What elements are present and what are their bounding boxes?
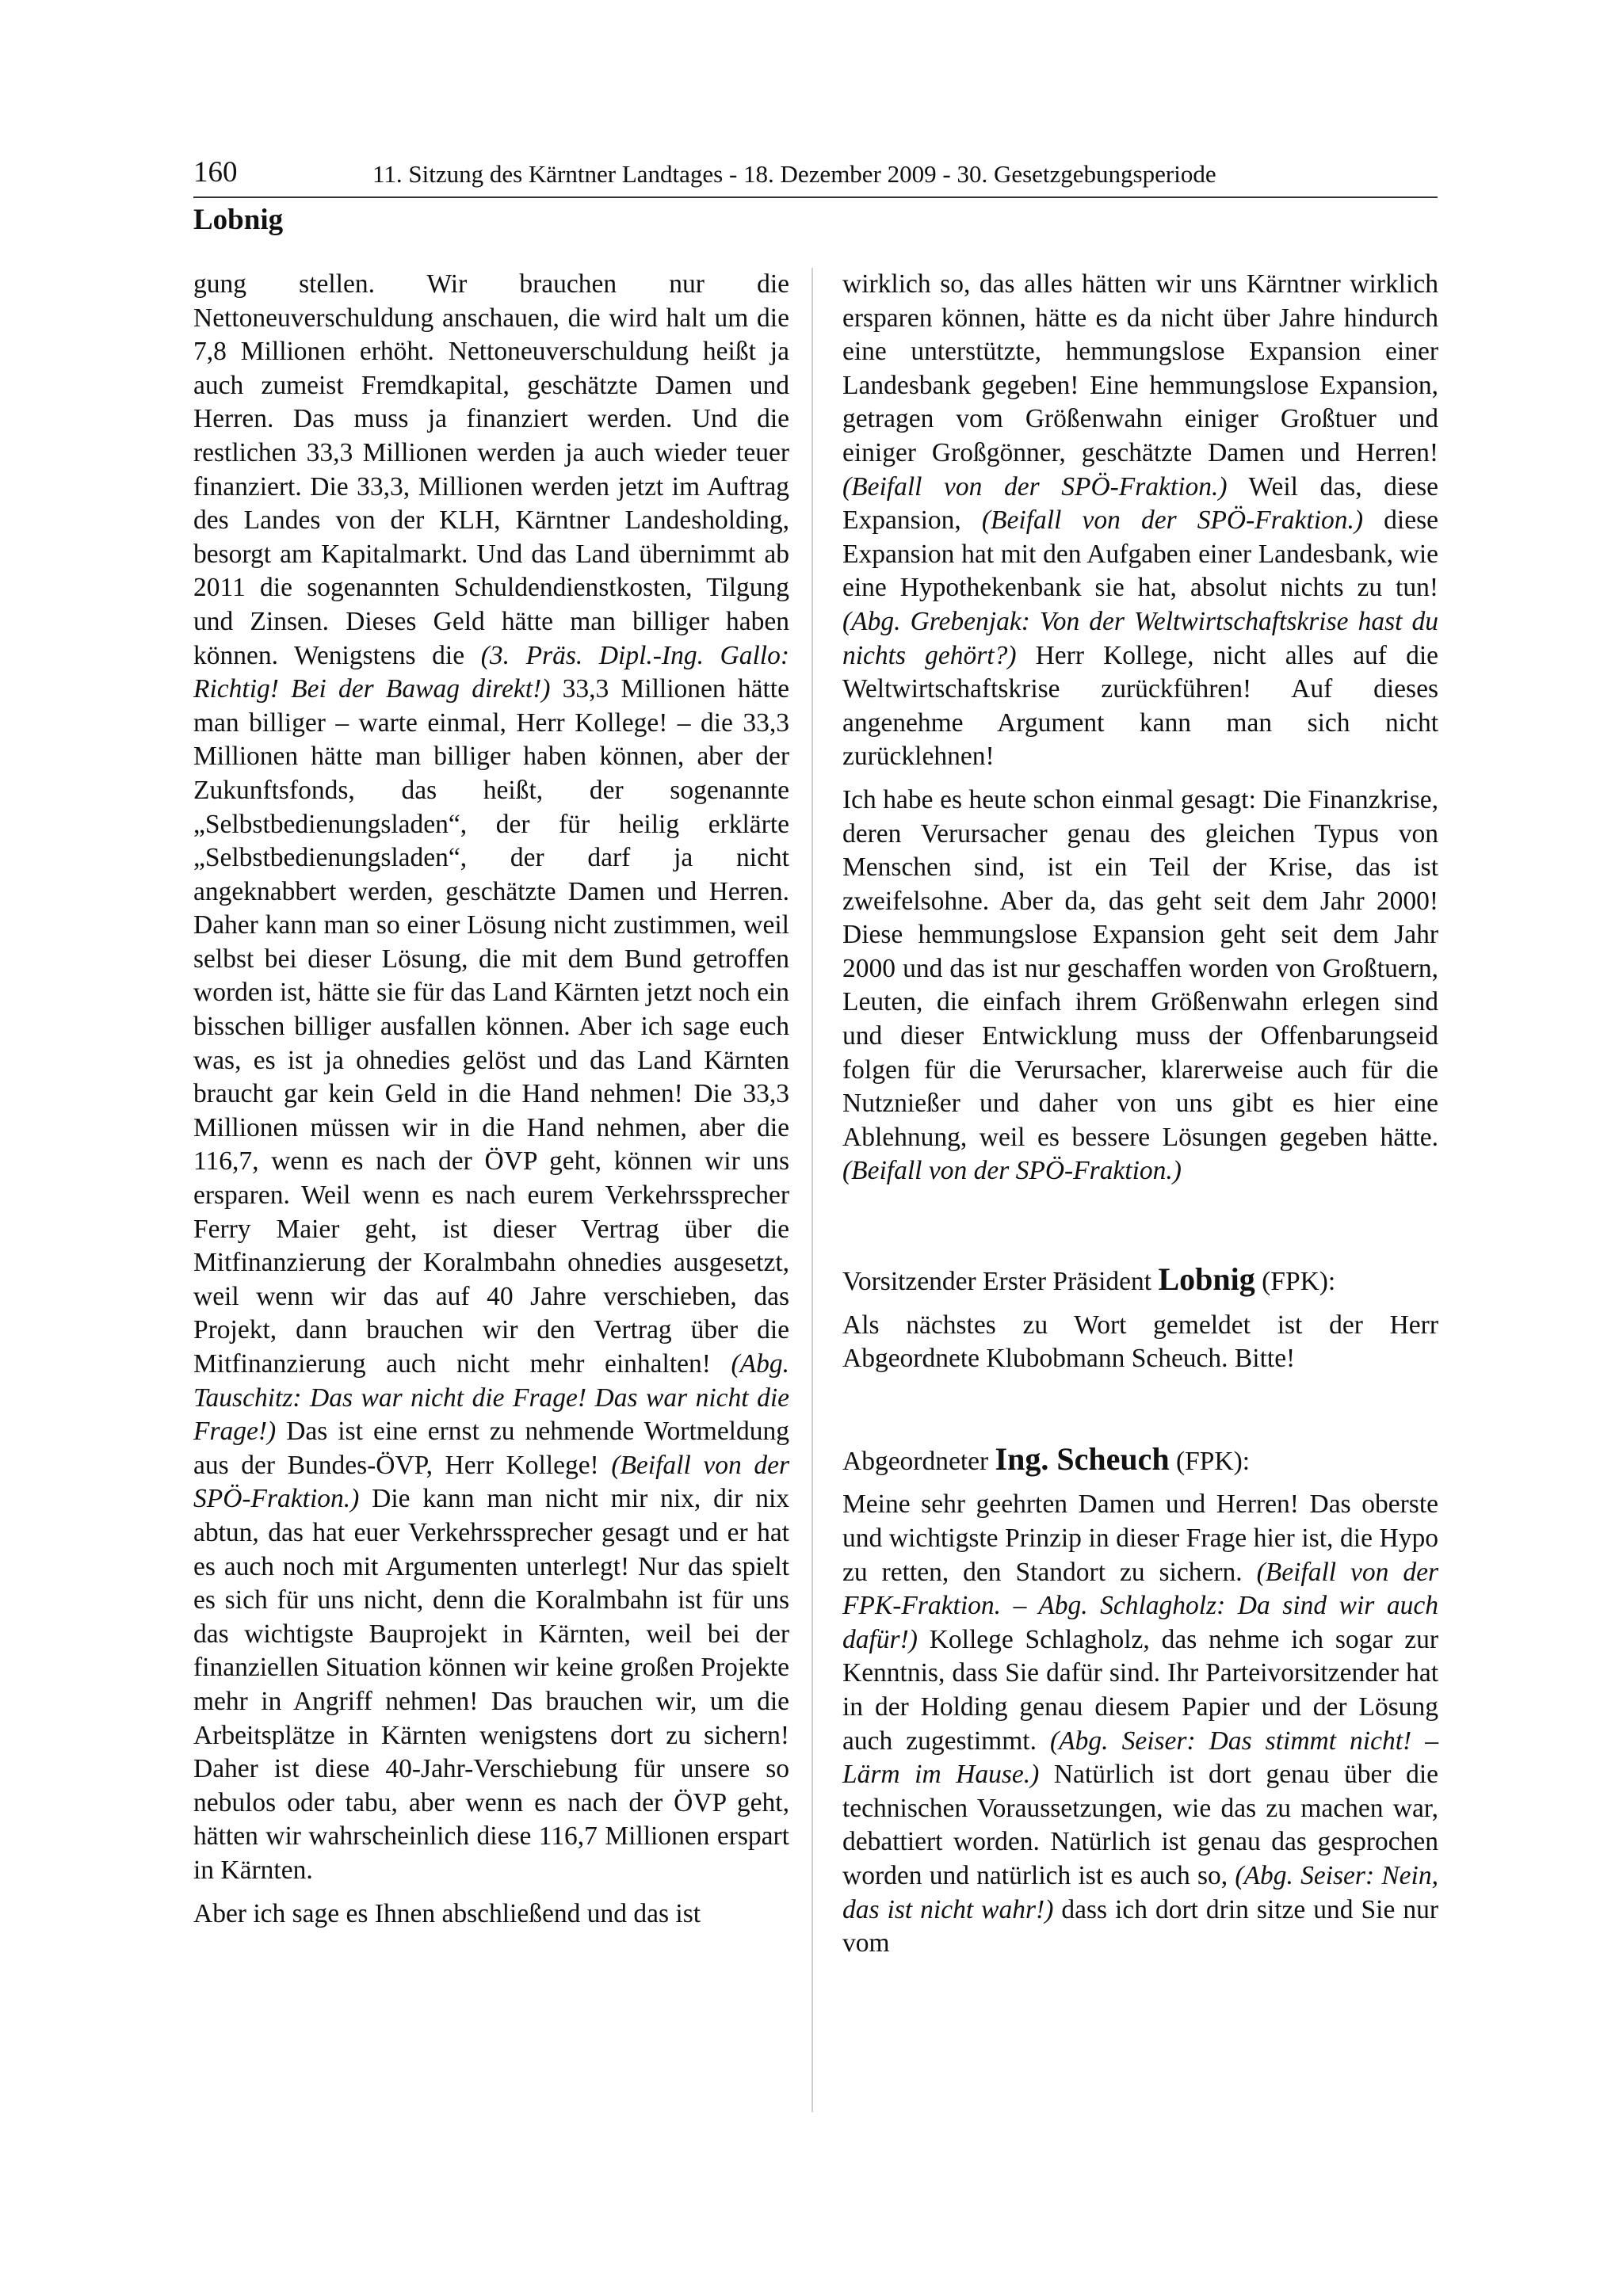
text-run: Das ist eine ernst zu nehmende Wortmeldung aus der Bundes-ÖVP, Herr Kollege!	[193, 1417, 789, 1480]
speaker-name: Lobnig	[1158, 1261, 1255, 1298]
interjection: (3. Präs. Dipl.-Ing. Gallo: Richtig! Bei der Bawag direkt!)	[193, 640, 789, 704]
paragraph	[193, 268, 789, 1888]
interjection: (Abg. Grebenjak: Von der Weltwirtschaftskrise hast du nichts gehört?)	[842, 606, 1438, 670]
text-run: Herr Kollege, nicht alles auf die Weltwirtschaftskrise zurückführen! Auf dieses angenehme Argument kann man sich nicht zurücklehnen!	[842, 640, 1438, 772]
interjection: (Abg. Seiser: Das stimmt nicht! – Lärm im Hause.)	[842, 1726, 1438, 1790]
paragraph	[842, 784, 1438, 1188]
text-run: Natürlich ist dort genau über die technischen Voraussetzungen, wie das zu machen war, debattiert worden. Natürlich ist genau das gesprochen worden und natürlich ist es auch so,	[842, 1760, 1438, 1890]
spacer	[842, 1188, 1438, 1263]
interjection: (Beifall von der SPÖ-Fraktion.)	[842, 1156, 1182, 1186]
text-run: Als nächstes zu Wort gemeldet ist der Herr Abgeordnete Klubobmann Scheuch. Bitte!	[842, 1310, 1438, 1374]
speaker-line	[842, 1440, 1438, 1479]
chair-speaker-line	[842, 1263, 1438, 1299]
speaker-name: Ing. Scheuch	[995, 1440, 1170, 1477]
text-run: Kollege Schlagholz, das nehme ich sogar zur Kenntnis, dass Sie dafür sind. Ihr Parteivorsitzender hat in der Holding genau diesem Papier und der Lösung auch zugestimmt.	[842, 1624, 1438, 1756]
interjection: (Abg. Tauschitz: Das war nicht die Frage! Das war nicht die Frage!)	[193, 1349, 789, 1447]
interjection: (Beifall von der SPÖ-Fraktion.)	[981, 505, 1364, 536]
speaker-party: (FPK):	[1254, 1267, 1336, 1297]
speaker-role: Abgeordneter	[842, 1446, 995, 1476]
text-run: Weil das, diese Expansion,	[842, 471, 1438, 536]
page-number: 160	[193, 156, 238, 189]
text-run: Aber ich sage es Ihnen abschließend und das ist	[193, 1898, 701, 1928]
speaker-role: Vorsitzender Erster Präsident	[842, 1267, 1159, 1297]
text-run: 33,3 Millionen hätte man billiger – warte einmal, Herr Kollege! – die 33,3 Millionen hätte man billiger haben können, aber der Zukunftsfonds, das heißt, der sogenannte „Selbstbedienungsladen“, der für heilig erklärte „Selbstbedienungsladen“, der darf ja nicht angeknabbert werden, geschätzte Damen und Herren. Daher kann man so einer Lösung nicht zustimmen, weil selbst bei dieser Lösung, die mit dem Bund getroffen worden ist, hätte sie für das Land Kärnten jetzt noch ein bisschen billiger ausfallen können. Aber ich sage euch was, es ist ja ohnedies gelöst und das Land Kärnten braucht gar kein Geld in die Hand nehmen! Die 33,3 Millionen müssen wir in die Hand nehmen, aber die 116,7, wenn es nach der ÖVP geht, können wir uns ersparen. Weil wenn es nach eurem Verkehrssprecher Ferry Maier geht, ist dieser Vertrag über die Mitfinanzierung der Koralmbahn ohnedies ausgesetzt, weil wenn wir das auf 40 Jahre verschieben, das Projekt, dann brauchen wir den Vertrag über die Mitfinanzierung auch nicht mehr einhalten!	[193, 674, 789, 1379]
speaker-head: Lobnig	[193, 204, 284, 236]
spacer	[842, 1376, 1438, 1443]
text-run: gung stellen. Wir brauchen nur die Nettoneuverschuldung anschauen, die wird halt um die 7,8 Millionen erhöht. Nettoneuverschuldung heißt ja auch zumeist Fremdkapital, geschätzte Damen und Herren. Das muss ja finanziert werden. Und die restlichen 33,3 Millionen werden ja auch wieder teuer finanziert. Die 33,3, Millionen werden jetzt im Auftrag des Landes von der KLH, Kärntner Landesholding, besorgt am Kapitalmarkt. Und das Land übernimmt ab 2011 die sogenannten Schuldendienstkosten, Tilgung und Zinsen. Dieses Geld hätte man billiger haben können. Wenigstens die	[193, 269, 789, 670]
text-run: Ich habe es heute schon einmal gesagt: Die Finanzkrise, deren Verursacher genau des gleichen Typus von Menschen sind, ist ein Teil der Krise, das ist zweifelsohne. Aber da, das geht seit dem Jahr 2000! Diese hemmungslose Expansion geht seit dem Jahr 2000 und das ist nur geschaffen worden von Großtuern, Leuten, die einfach ihrem Größenwahn erlegen sind und dieser Entwicklung muss der Offenbarungseid folgen für die Verursacher, klarerweise auch für die Nutznießer und daher von uns gibt es hier eine Ablehnung, weil es bessere Lösungen gegeben hätte.	[842, 784, 1438, 1152]
speaker-party: (FPK):	[1169, 1446, 1251, 1476]
text-run: diese Expansion hat mit den Aufgaben einer Landesbank, wie eine Hypothekenbank sie hat, absolut nichts zu tun!	[842, 505, 1438, 603]
running-head: 11. Sitzung des Kärntner Landtages - 18. Dezember 2009 - 30. Gesetzgebungsperiode	[372, 160, 1216, 188]
interjection: (Abg. Seiser: Nein, das ist nicht wahr!)	[842, 1860, 1438, 1924]
header-rule	[193, 196, 1438, 198]
text-run: dass ich dort drin sitze und Sie nur vom	[842, 1894, 1438, 1958]
paragraph	[842, 1488, 1438, 1960]
column-divider	[812, 268, 813, 2112]
text-run: Meine sehr geehrten Damen und Herren! Das oberste und wichtigste Prinzip in dieser Frage hier ist, die Hypo zu retten, den Standort zu sichern.	[842, 1489, 1438, 1587]
interjection: (Beifall von der SPÖ-Fraktion.)	[842, 471, 1228, 502]
text-run: Die kann man nicht mir nix, dir nix abtun, das hat euer Verkehrssprecher gesagt und er hat es auch noch mit Argumenten unterlegt! Nur das spielt es sich für uns nicht, denn die Koralmbahn ist für uns das wichtigste Bauprojekt in Kärnten, weil bei der finanziellen Situation können wir keine großen Projekte mehr in Angriff nehmen! Das brauchen wir, um die Arbeitsplätze in Kärnten wenigstens dort zu sichern! Daher ist diese 40-Jahr-Verschiebung für unsere so nebulos oder tabu, aber wenn es nach der ÖVP geht, hätten wir wahrscheinlich diese 116,7 Millionen erspart in Kärnten.	[193, 1484, 789, 1885]
interjection: (Beifall von der SPÖ-Fraktion.)	[193, 1450, 789, 1514]
paragraph	[842, 1309, 1438, 1376]
left-column	[193, 268, 789, 1931]
interjection: (Beifall von der FPK-Fraktion. – Abg. Schlagholz: Da sind wir auch dafür!)	[842, 1557, 1438, 1654]
right-column	[842, 268, 1438, 1961]
page-header	[193, 155, 1438, 195]
paragraph	[842, 268, 1438, 774]
paragraph	[193, 1897, 789, 1932]
text-run: wirklich so, das alles hätten wir uns Kärntner wirklich ersparen können, hätte es da nicht über Jahre hindurch eine unterstützte, hemmungslose Expansion einer Landesbank gegeben! Eine hemmungslose Expansion, getragen vom Größenwahn einiger Großtuer und einiger Großgönner, geschätzte Damen und Herren!	[842, 269, 1438, 467]
